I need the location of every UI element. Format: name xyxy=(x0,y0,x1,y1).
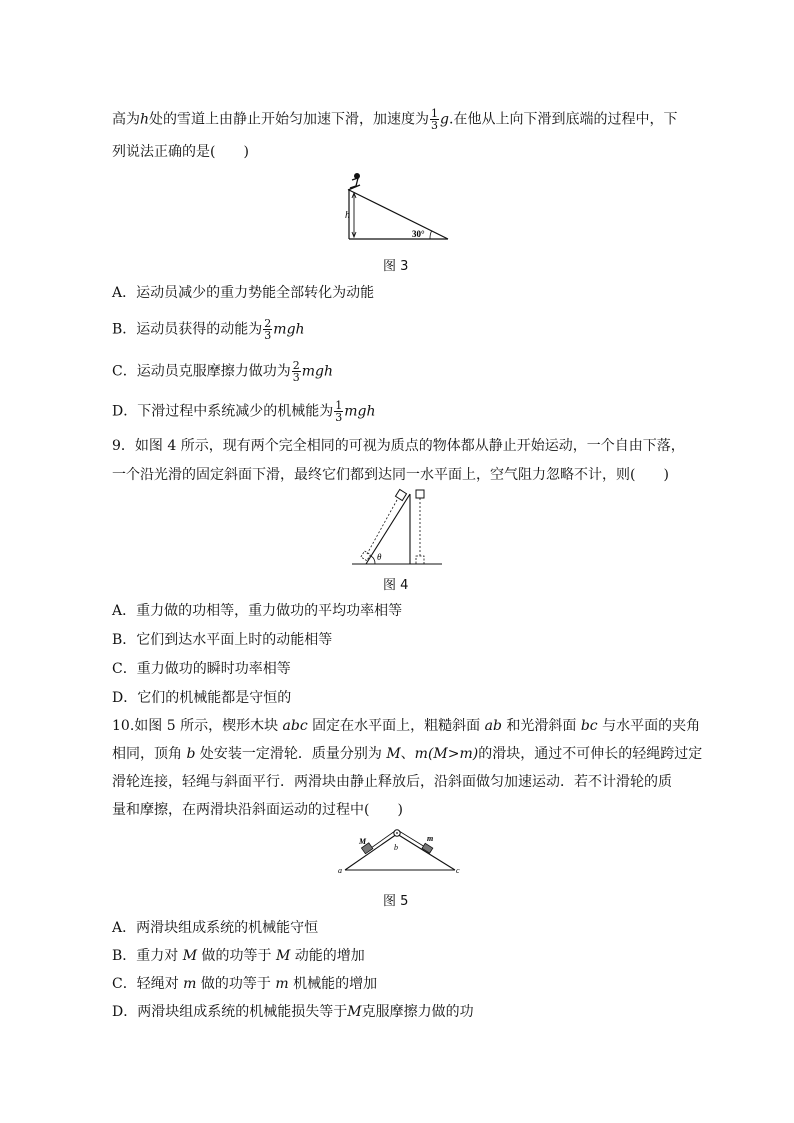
q8-option-d: D．下滑过程中系统减少的机械能为 $\frac{1}{3}$ mgh xyxy=(112,399,376,424)
q10-option-d: D．两滑块组成系统的机械能损失等于M克服摩擦力做的功 xyxy=(112,1004,474,1020)
label-M: M xyxy=(359,837,367,846)
q10-option-a: A．两滑块组成系统的机械能守恒 xyxy=(112,920,319,936)
q10-option-c: C．轻绳对 m 做的功等于 m 机械能的增加 xyxy=(112,976,378,992)
theta-label: θ xyxy=(377,552,382,562)
q10-stem-line2: 相同，顶角 b 处安装一定滑轮．质量分别为 M、m(M>m)的滑块，通过不可伸长的轻绳跨过定 xyxy=(112,746,703,762)
q9-option-b: B．它们到达水平面上时的动能相等 xyxy=(112,632,333,648)
q10-stem-line1: 10.如图 5 所示，楔形木块 abc 固定在水平面上，粗糙斜面 ab 和光滑斜面 bc 与水平面的夹角 xyxy=(112,718,701,734)
q10-option-b: B．重力对 M 做的功等于 M 动能的增加 xyxy=(112,948,365,964)
figure-3-caption: 图 3 xyxy=(383,259,409,274)
label-a: a xyxy=(338,866,342,875)
q8-option-b: B．运动员获得的动能为 $\frac{2}{3}$ mgh xyxy=(112,317,305,342)
accel-fraction: $\frac{1}{3}$ xyxy=(431,107,439,132)
figure-5-caption: 图 5 xyxy=(383,894,409,909)
label-b: b xyxy=(394,843,398,852)
figure-4-caption: 图 4 xyxy=(383,578,409,593)
q10-stem-line4: 量和摩擦，在两滑块沿斜面运动的过程中( ) xyxy=(112,802,403,818)
label-c: c xyxy=(456,866,460,875)
figure-5-wedge-pulley-diagram xyxy=(335,828,465,878)
label-m: m xyxy=(427,834,434,843)
figure-3-incline-diagram xyxy=(330,168,460,244)
q8-stem-line2: 列说法正确的是( ) xyxy=(112,144,249,160)
q8-stem-line1: 高为h处的雪道上由静止开始匀加速下滑，加速度为 $\frac{1}{3}$ g.在他从上向下滑到底端的过程中，下 xyxy=(112,107,678,132)
q8-option-c: C．运动员克服摩擦力做功为 $\frac{2}{3}$ mgh xyxy=(112,359,333,384)
q9-option-c: C．重力做功的瞬时功率相等 xyxy=(112,661,291,677)
q10-stem-line3: 滑轮连接，轻绳与斜面平行．两滑块由静止释放后，沿斜面做匀加速运动．若不计滑轮的质 xyxy=(112,774,672,790)
figure-4-freefall-incline-diagram xyxy=(350,488,445,568)
q8-option-a: A．运动员减少的重力势能全部转化为动能 xyxy=(112,285,375,301)
q9-stem-line1: 9．如图 4 所示，现有两个完全相同的可视为质点的物体都从静止开始运动，一个自由下落， xyxy=(112,438,685,454)
q9-option-a: A．重力做的功相等，重力做功的平均功率相等 xyxy=(112,603,403,619)
h-label: h xyxy=(345,210,350,221)
q9-option-d: D．它们的机械能都是守恒的 xyxy=(112,690,292,706)
q9-stem-line2: 一个沿光滑的固定斜面下滑，最终它们都到达同一水平面上，空气阻力忽略不计，则( ) xyxy=(112,467,669,483)
angle-30-label: 30° xyxy=(412,229,425,239)
